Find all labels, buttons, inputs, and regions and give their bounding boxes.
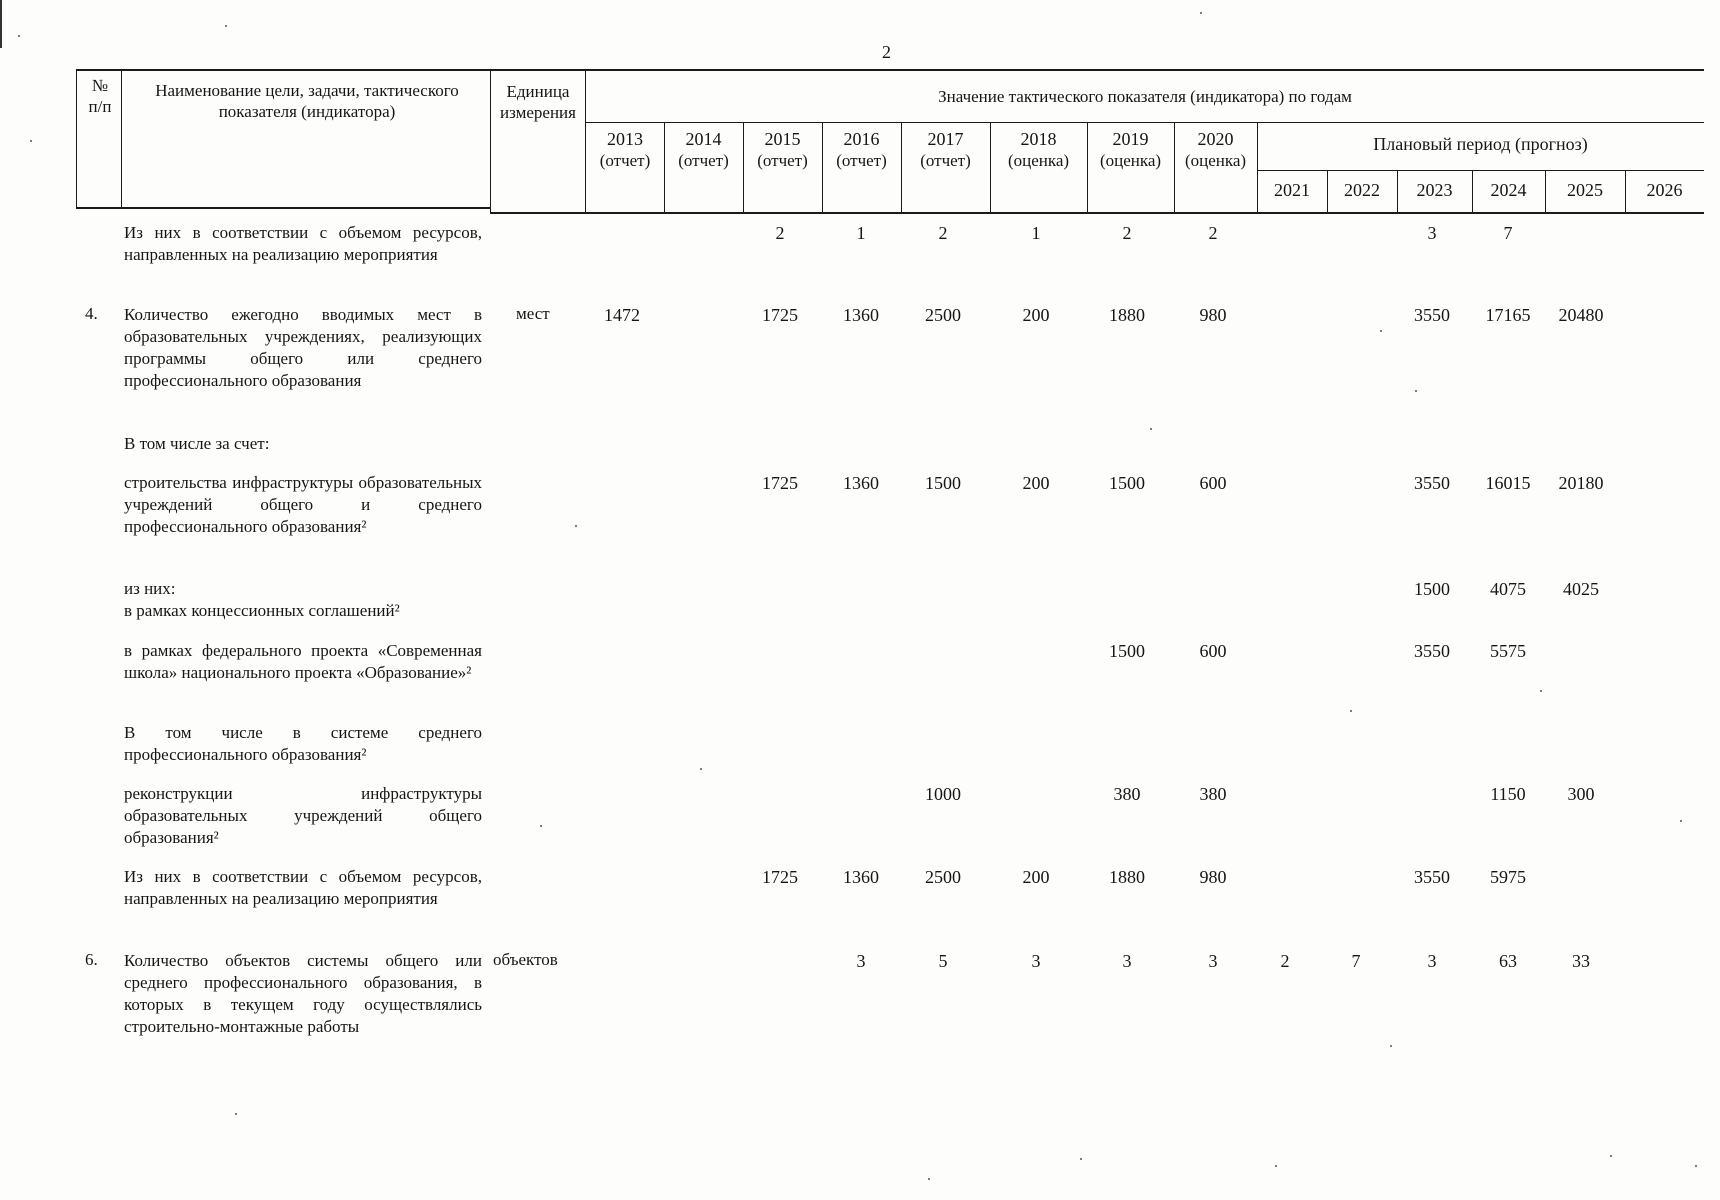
plan-year-header-2021: 2021: [1274, 180, 1310, 200]
year-note: (оценка): [1184, 151, 1247, 170]
year-label: 2020: [1197, 129, 1234, 149]
value-2024: 5975: [1490, 867, 1526, 887]
value-2018: 200: [1022, 473, 1050, 493]
header-plan-title: Плановый период (прогноз): [1373, 134, 1588, 154]
years-row-top-border: [586, 122, 1704, 123]
value-2016: 3: [856, 951, 866, 971]
value-2017: 2500: [925, 867, 961, 887]
value-2020: 2: [1208, 223, 1218, 243]
year-header-2019: [1087, 129, 1174, 171]
scan-edge-mark: [0, 0, 2, 48]
year-note: (отчет): [757, 151, 808, 170]
row-label: Из них в соответствии с объемом ресурсов, направленных на реализацию мероприятия: [124, 223, 482, 264]
row-label: Количество ежегодно вводимых мест в образовательных учреждениях, реализующих программы общего или среднего профессионального образования: [124, 305, 482, 390]
year-header-2013: [586, 129, 664, 171]
scan-speck: [1680, 820, 1682, 822]
year-note: (отчет): [920, 151, 971, 170]
value-2021: 2: [1280, 951, 1290, 971]
row-number: 6.: [85, 950, 98, 969]
year-header-2015: [743, 129, 822, 171]
value-2020: 600: [1199, 473, 1227, 493]
value-2024: 63: [1499, 951, 1517, 971]
value-2019: 1880: [1109, 305, 1145, 325]
value-2020: 600: [1199, 641, 1227, 661]
year-header-2017: [901, 129, 990, 171]
value-2025: 20480: [1558, 305, 1604, 325]
value-2017: 1000: [925, 784, 961, 804]
value-2019: 1500: [1109, 641, 1145, 661]
header-num: № п/п: [88, 76, 112, 116]
value-2017: 5: [938, 951, 948, 971]
header-name: Наименование цели, задачи, тактического показателя (индикатора): [155, 81, 459, 121]
value-2016: 1360: [843, 305, 879, 325]
value-2020: 380: [1199, 784, 1227, 804]
value-2025: 20180: [1558, 473, 1604, 493]
header-unit: Единица измерения: [500, 82, 576, 122]
year-label: 2017: [927, 129, 964, 149]
value-2017: 2: [938, 223, 948, 243]
row-label: Количество объектов системы общего или среднего профессионального образования, в которых в текущем году осуществлялись строительно-монтажные работы: [124, 951, 482, 1036]
value-2018: 200: [1022, 305, 1050, 325]
row-number: 4.: [85, 304, 98, 323]
scan-speck: [1380, 330, 1382, 332]
row-sublabel: в рамках концессионных соглашений²: [124, 601, 400, 620]
scan-speck: [540, 825, 542, 827]
row-label: реконструкции инфраструктуры образовательных учреждений общего образования²: [124, 784, 482, 847]
scan-speck: [235, 1113, 237, 1115]
row-label: В том числе в системе среднего профессионального образования²: [124, 723, 482, 764]
year-label: 2014: [685, 129, 722, 149]
table-bottom-border-right: [490, 212, 1704, 214]
value-2024: 1150: [1490, 784, 1526, 804]
value-2017: 2500: [925, 305, 961, 325]
year-header-2020: [1174, 129, 1257, 171]
scan-speck: [1695, 1165, 1697, 1167]
row-label: Из них в соответствии с объемом ресурсов, направленных на реализацию мероприятия: [124, 867, 482, 908]
value-2013: 1472: [604, 305, 640, 325]
plan-year-header-2026: 2026: [1646, 180, 1683, 200]
scan-speck: [1415, 390, 1417, 392]
value-2015: 1725: [762, 305, 798, 325]
table-bottom-border-left: [76, 207, 490, 209]
value-2024: 17165: [1485, 305, 1531, 325]
year-note: (отчет): [678, 151, 729, 170]
value-2023: 3550: [1414, 641, 1450, 661]
scan-speck: [1275, 1165, 1277, 1167]
value-2023: 3: [1427, 951, 1437, 971]
row-unit: объектов: [493, 950, 558, 969]
year-label: 2018: [1020, 129, 1057, 149]
scan-speck: [1200, 12, 1202, 14]
value-2018: 1: [1031, 223, 1041, 243]
value-2015: 1725: [762, 473, 798, 493]
scan-speck: [1080, 1158, 1082, 1160]
plan-year-header-2022: 2022: [1344, 180, 1380, 200]
year-header-2018: [990, 129, 1087, 171]
scan-speck: [1610, 1155, 1612, 1157]
col-num-name-divider: [121, 69, 122, 209]
value-2022: 7: [1351, 951, 1361, 971]
year-header-2014: [664, 129, 743, 171]
header-values-title: Значение тактического показателя (индикатора) по годам: [938, 87, 1352, 106]
value-2016: 1360: [843, 473, 879, 493]
scan-speck: [18, 35, 20, 37]
scan-speck: [1150, 428, 1152, 430]
year-note: (оценка): [1007, 151, 1070, 170]
value-2024: 7: [1503, 223, 1513, 243]
value-2016: 1: [856, 223, 866, 243]
year-label: 2019: [1112, 129, 1149, 149]
value-2020: 980: [1199, 867, 1227, 887]
value-2019: 1880: [1109, 867, 1145, 887]
value-2025: 33: [1572, 951, 1590, 971]
scan-speck: [1390, 1045, 1392, 1047]
value-2016: 1360: [843, 867, 879, 887]
plan-year-header-2025: 2025: [1567, 180, 1603, 200]
year-note: (отчет): [599, 151, 651, 170]
value-2025: 300: [1567, 784, 1595, 804]
year-note: (отчет): [836, 151, 887, 170]
year-header-2016: [822, 129, 901, 171]
col-left-border: [76, 69, 77, 209]
value-2015: 1725: [762, 867, 798, 887]
value-2019: 3: [1122, 951, 1132, 971]
row-label: строительства инфраструктуры образовательных учреждений общего и среднего профессионального образования²: [124, 473, 482, 536]
value-2020: 980: [1199, 305, 1227, 325]
value-2023: 3: [1427, 223, 1437, 243]
value-2025: 4025: [1563, 579, 1599, 599]
value-2024: 16015: [1485, 473, 1531, 493]
scan-speck: [1350, 710, 1352, 712]
year-note: (оценка): [1099, 151, 1162, 170]
value-2023: 3550: [1414, 867, 1450, 887]
value-2018: 3: [1031, 951, 1041, 971]
plan-year-header-2024: 2024: [1490, 180, 1527, 200]
table-top-border: [76, 69, 1704, 71]
value-2020: 3: [1208, 951, 1218, 971]
year-label: 2015: [764, 129, 801, 149]
scan-speck: [928, 1178, 930, 1180]
value-2019: 1500: [1109, 473, 1145, 493]
page-number: 2: [882, 42, 891, 62]
scan-speck: [1540, 690, 1542, 692]
row-label: В том числе за счет:: [124, 434, 270, 453]
value-2023: 1500: [1414, 579, 1450, 599]
value-2023: 3550: [1414, 473, 1450, 493]
value-2019: 380: [1113, 784, 1141, 804]
row-label: из них:: [124, 579, 176, 598]
plan-year-header-2023: 2023: [1416, 180, 1453, 200]
value-2024: 5575: [1490, 641, 1526, 661]
row-unit: мест: [516, 304, 550, 323]
value-2024: 4075: [1490, 579, 1526, 599]
value-2023: 3550: [1414, 305, 1450, 325]
value-2015: 2: [775, 223, 785, 243]
scan-speck: [30, 140, 32, 142]
year-label: 2016: [843, 129, 880, 149]
value-2018: 200: [1022, 867, 1050, 887]
scan-speck: [700, 768, 702, 770]
value-2019: 2: [1122, 223, 1132, 243]
scan-speck: [225, 25, 227, 27]
year-label: 2013: [607, 129, 643, 149]
plan-years-top-border: [1257, 170, 1704, 171]
scan-speck: [575, 525, 577, 527]
value-2017: 1500: [925, 473, 961, 493]
row-label: в рамках федерального проекта «Современная школа» национального проекта «Образование»²: [124, 641, 482, 682]
